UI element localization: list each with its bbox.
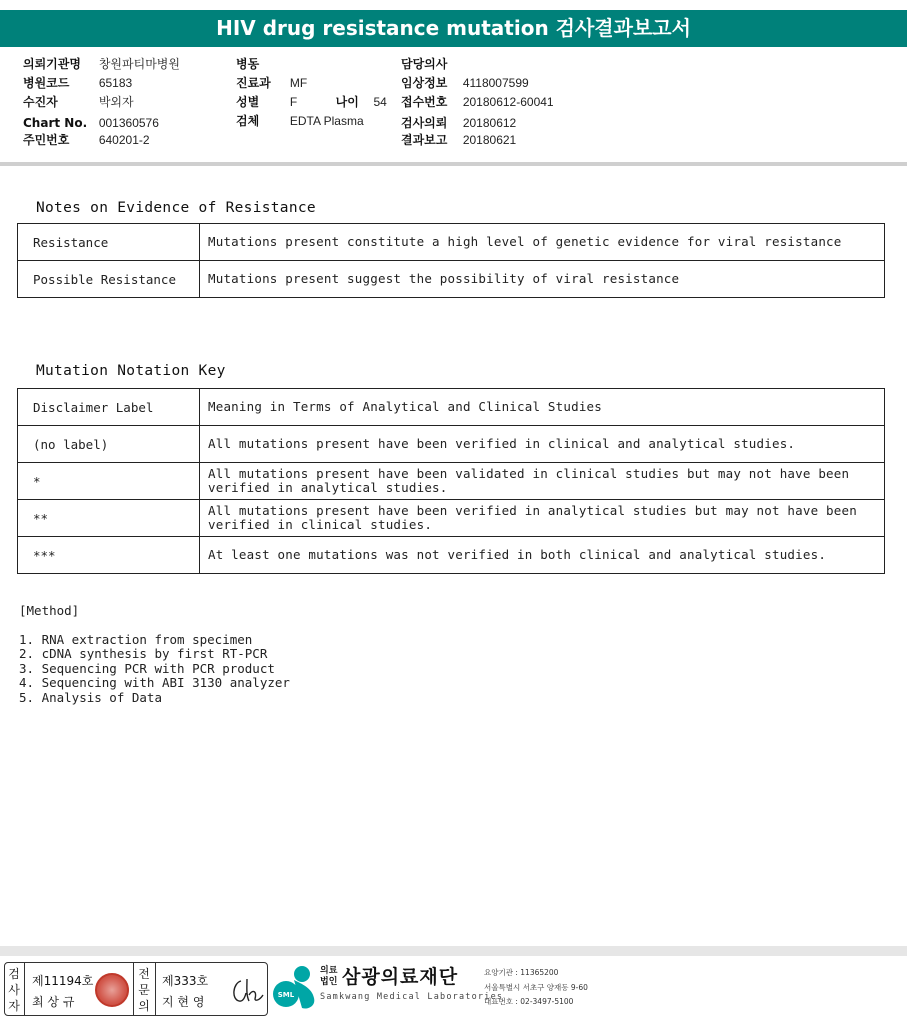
- footer-divider: [0, 946, 907, 956]
- patient-info: [0, 55, 907, 155]
- notation-label: *: [18, 463, 200, 500]
- info-ward: 병동: [236, 57, 260, 71]
- org-phone: 대표번호 : 02-3497-5100: [484, 997, 574, 1006]
- list-item: 1. RNA extraction from specimen: [19, 631, 253, 647]
- method-section: [19, 604, 290, 705]
- table-row: [18, 389, 885, 426]
- notation-label: (no label): [18, 426, 200, 463]
- evidence-title: Notes on Evidence of Resistance: [36, 200, 316, 216]
- info-resident-no: 주민번호 640201-2: [23, 133, 150, 147]
- info-receipt-no: 접수번호 20180612-60041: [401, 95, 554, 109]
- notation-text: All mutations present have been validated in clinical studies but may not have been verified in analytical studies.: [200, 463, 885, 500]
- notation-text: At least one mutations was not verified in both clinical and analytical studies.: [200, 537, 885, 574]
- notation-label: **: [18, 500, 200, 537]
- info-test-request: 검사의뢰 20180612: [401, 116, 517, 130]
- notation-label: ***: [18, 537, 200, 574]
- evidence-text: Mutations present suggest the possibility of viral resistance: [200, 261, 885, 298]
- doctor-license: 제333호: [162, 974, 209, 988]
- evidence-text: Mutations present constitute a high level of genetic evidence for viral resistance: [200, 224, 885, 261]
- info-institution: 의뢰기관명 창원파티마병원: [23, 57, 180, 71]
- org-code: 요양기관 : 11365200: [484, 968, 559, 977]
- notation-title: Mutation Notation Key: [36, 363, 226, 379]
- organization-block: [320, 962, 610, 1016]
- tester-license: 제11194호: [32, 974, 94, 988]
- table-row: [18, 537, 885, 574]
- notation-text: Meaning in Terms of Analytical and Clinical Studies: [200, 389, 885, 426]
- info-chart-no: Chart No. 001360576: [23, 116, 159, 130]
- tester-name: 최 상 규: [32, 995, 75, 1009]
- report-title: HIV drug resistance mutation 검사결과보고서: [0, 10, 907, 47]
- doctor-label: 전 문 의: [138, 967, 150, 1013]
- list-item: 3. Sequencing PCR with PCR product: [19, 660, 275, 676]
- table-row: [18, 224, 885, 261]
- svg-text:SML: SML: [277, 991, 295, 999]
- evidence-table: [17, 223, 885, 298]
- notation-table: [17, 388, 885, 574]
- divider: [155, 963, 156, 1015]
- evidence-label: Resistance: [18, 224, 200, 261]
- sml-logo-icon: [272, 962, 318, 1012]
- list-item: 4. Sequencing with ABI 3130 analyzer: [19, 675, 290, 690]
- notation-label: Disclaimer Label: [18, 389, 200, 426]
- info-patient-name: 수진자 박외자: [23, 95, 134, 109]
- info-result-report: 결과보고 20180621: [401, 133, 517, 147]
- table-row: [18, 426, 885, 463]
- header-divider: [0, 162, 907, 166]
- evidence-label: Possible Resistance: [18, 261, 200, 298]
- doctor-name: 지 현 영: [162, 995, 205, 1009]
- org-english-name: Samkwang Medical Laboratories: [320, 992, 504, 1002]
- org-prefix: 의료 법인: [320, 966, 338, 987]
- info-doctor: 담당의사: [401, 57, 448, 71]
- divider: [133, 963, 134, 1015]
- seal-stamp: [95, 973, 129, 1007]
- notation-text: All mutations present have been verified in analytical studies but may not have been verified in clinical studies.: [200, 500, 885, 537]
- table-row: [18, 261, 885, 298]
- org-address: 서울특별시 서초구 양재동 9-60: [484, 983, 588, 992]
- org-name: 삼광의료재단: [342, 966, 459, 988]
- info-clinical: 임상정보 4118007599: [401, 76, 529, 90]
- table-row: [18, 463, 885, 500]
- info-sex: 성별 F 나이 54: [236, 95, 387, 109]
- signature-box: [4, 962, 268, 1016]
- list-item: 5. Analysis of Data: [19, 689, 162, 705]
- signature-icon: [227, 973, 265, 1007]
- method-title: [Method]: [19, 603, 80, 618]
- info-hospital-code: 병원코드 65183: [23, 76, 133, 90]
- info-department: 진료과 MF: [236, 76, 308, 90]
- notation-text: All mutations present have been verified in clinical and analytical studies.: [200, 426, 885, 463]
- table-row: [18, 500, 885, 537]
- tester-label: 검 사 자: [8, 967, 20, 1013]
- info-specimen: 검체 EDTA Plasma: [236, 114, 364, 128]
- divider: [24, 963, 25, 1015]
- list-item: 2. cDNA synthesis by first RT-PCR: [19, 646, 268, 661]
